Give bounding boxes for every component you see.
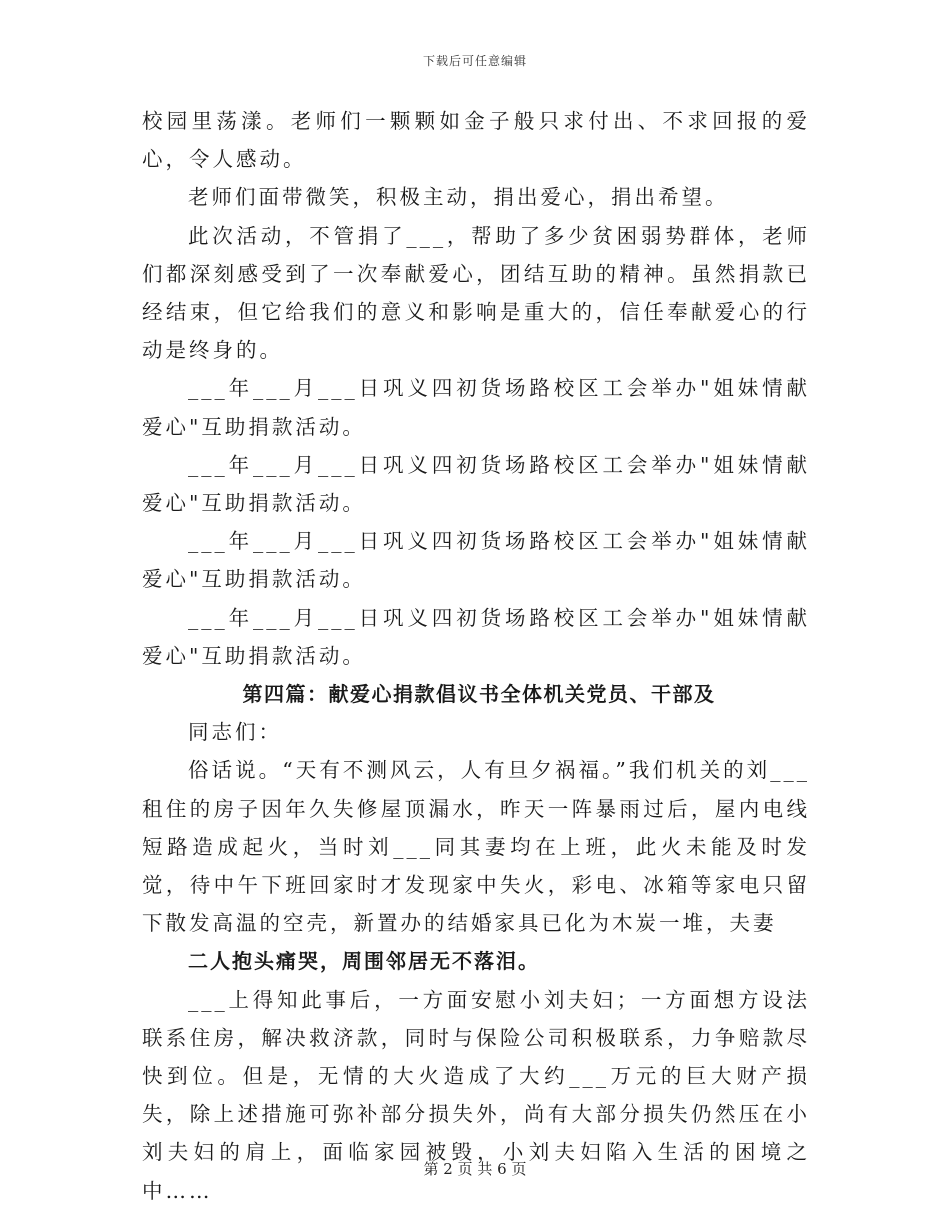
- paragraph: 此次活动，不管捐了___，帮助了多少贫困弱势群体，老师们都深刻感受到了一次奉献爱心，团结互助的精神。虽然捐款已经结束，但它给我们的意义和影响是重大的，信任奉献爱心的行动是终身的。: [142, 223, 810, 363]
- paragraph: ___年___月___日巩义四初货场路校区工会举办"姐妹情献爱心"互助捐款活动。: [142, 452, 810, 516]
- salutation: 同志们：: [188, 720, 282, 745]
- document-body: [142, 102, 810, 1210]
- page-number: 第 2 页 共 6 页: [423, 1160, 527, 1178]
- paragraph: 俗话说。“天有不测风云，人有旦夕祸福。”我们机关的刘___租住的房子因年久失修屋顶漏水，昨天一阵暴雨过后，屋内电线短路造成起火，当时刘___同其妻均在上班，此火未能及时发觉，待中午下班回家时才发现家中失火，彩电、冰箱等家电只留下散发高温的空壳，新置办的结婚家具已化为木炭一堆，夫妻: [142, 758, 810, 936]
- bold-paragraph: 二人抱头痛哭，周围邻居无不落泪。: [188, 949, 540, 974]
- paragraph: ___年___月___日巩义四初货场路校区工会举办"姐妹情献爱心"互助捐款活动。: [142, 605, 810, 668]
- paragraph: ___年___月___日巩义四初货场路校区工会举办"姐妹情献爱心"互助捐款活动。: [142, 376, 810, 439]
- paragraph: 校园里荡漾。老师们一颗颗如金子般只求付出、不求回报的爱心，令人感动。: [142, 109, 810, 172]
- paragraph: 老师们面带微笑，积极主动，捐出爱心，捐出希望。: [188, 185, 729, 210]
- page-header: 下载后可任意编辑: [422, 54, 527, 68]
- paragraph: ___上得知此事后，一方面安慰小刘夫妇；一方面想方设法联系住房，解决救济款，同时与保险公司积极联系，力争赔款尽快到位。但是，无情的大火造成了大约___万元的巨大财产损失，除上述措施可弥补部分损失外，尚有大部分损失仍然压在小刘夫妇的肩上，面临家园被毁，小刘夫妇陷入生活的困境之中……: [142, 987, 810, 1203]
- paragraph: ___年___月___日巩义四初货场路校区工会举办"姐妹情献爱心"互助捐款活动。: [142, 529, 810, 592]
- section-heading: 第四篇：献爱心捐款倡议书全体机关党员、干部及: [242, 682, 716, 707]
